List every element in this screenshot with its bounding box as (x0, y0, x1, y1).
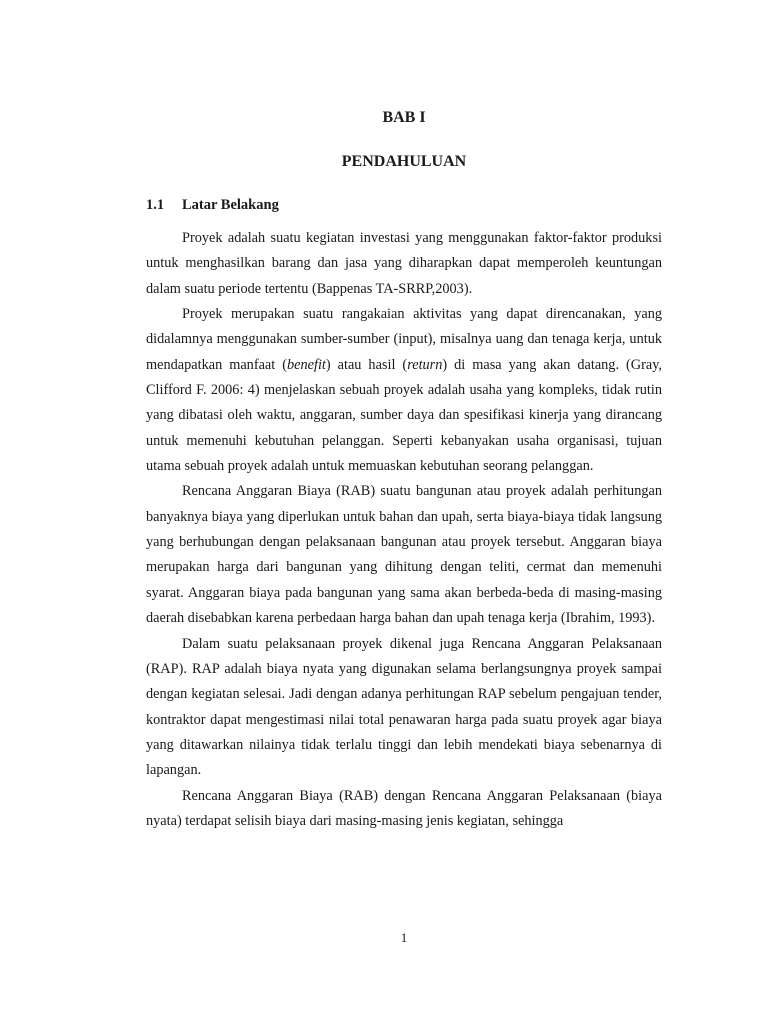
section-title: Latar Belakang (182, 197, 279, 213)
italic-term: benefit (286, 356, 326, 373)
paragraph-1: Proyek adalah suatu kegiatan investasi yang menggunakan faktor-faktor produksi untuk menghasilkan barang dan jasa yang diharapkan dapat memperoleh keuntungan dalam suatu periode tertentu (Bappenas TA-SRRP,2003). (146, 230, 662, 297)
body-text (146, 226, 662, 834)
page-number: 1 (400, 930, 408, 945)
section-number: 1.1 (146, 197, 165, 213)
paragraph-4: Dalam suatu pelaksanaan proyek dikenal juga Rencana Anggaran Pelaksanaan (RAP). RAP adalah biaya nyata yang digunakan selama berlangsungnya proyek sampai dengan kegiatan selesai. Jadi dengan adanya perhitungan RAP sebelum pengajuan tender, kontraktor dapat mengestimasi nilai total penawaran harga pada suatu proyek agar biaya yang ditawarkan nilainya tidak terlalu tinggi dan lebih mendekati biaya sebenarnya di lapangan. (146, 635, 662, 779)
section-heading (146, 197, 279, 214)
chapter-title: PENDAHULUAN (341, 153, 467, 170)
paragraph-3: Rencana Anggaran Biaya (RAB) suatu bangunan atau proyek adalah perhitungan banyaknya biaya yang diperlukan untuk bahan dan upah, serta biaya-biaya tidak langsung yang berhubungan dengan pelaksanaan bangunan atau proyek tersebut. Anggaran biaya merupakan harga dari bangunan yang dihitung dengan teliti, cermat dan memenuhi syarat. Anggaran biaya pada bangunan yang sama akan berbeda-beda di masing-masing daerah disebabkan karena perbedaan harga bahan dan upah tenaga kerja (Ibrahim, 1993). (146, 483, 662, 627)
paragraph-5: Rencana Anggaran Biaya (RAB) dengan Rencana Anggaran Pelaksanaan (biaya nyata) terdapat selisih biaya dari masing-masing jenis kegiatan, sehingga (146, 787, 662, 829)
italic-term: return (407, 356, 443, 373)
paragraph-2: Proyek merupakan suatu rangakaian aktivitas yang dapat direncanakan, yang didalamnya menggunakan sumber-sumber (input), misalnya uang dan tenaga kerja, untuk mendapatkan manfaat (benefit) atau hasil (return) di masa yang akan datang. (Gray, Clifford F. 2006: 4) menjelaskan sebuah proyek adalah usaha yang kompleks, tidak rutin yang dibatasi oleh waktu, anggaran, sumber daya dan spesifikasi kinerja yang dirancang untuk memenuhi kebutuhan pelanggan. Seperti kebanyakan usaha organisasi, tujuan utama sebuah proyek adalah untuk memuaskan kebutuhan seorang pelanggan. (146, 306, 662, 475)
chapter-number: BAB I (382, 109, 426, 126)
